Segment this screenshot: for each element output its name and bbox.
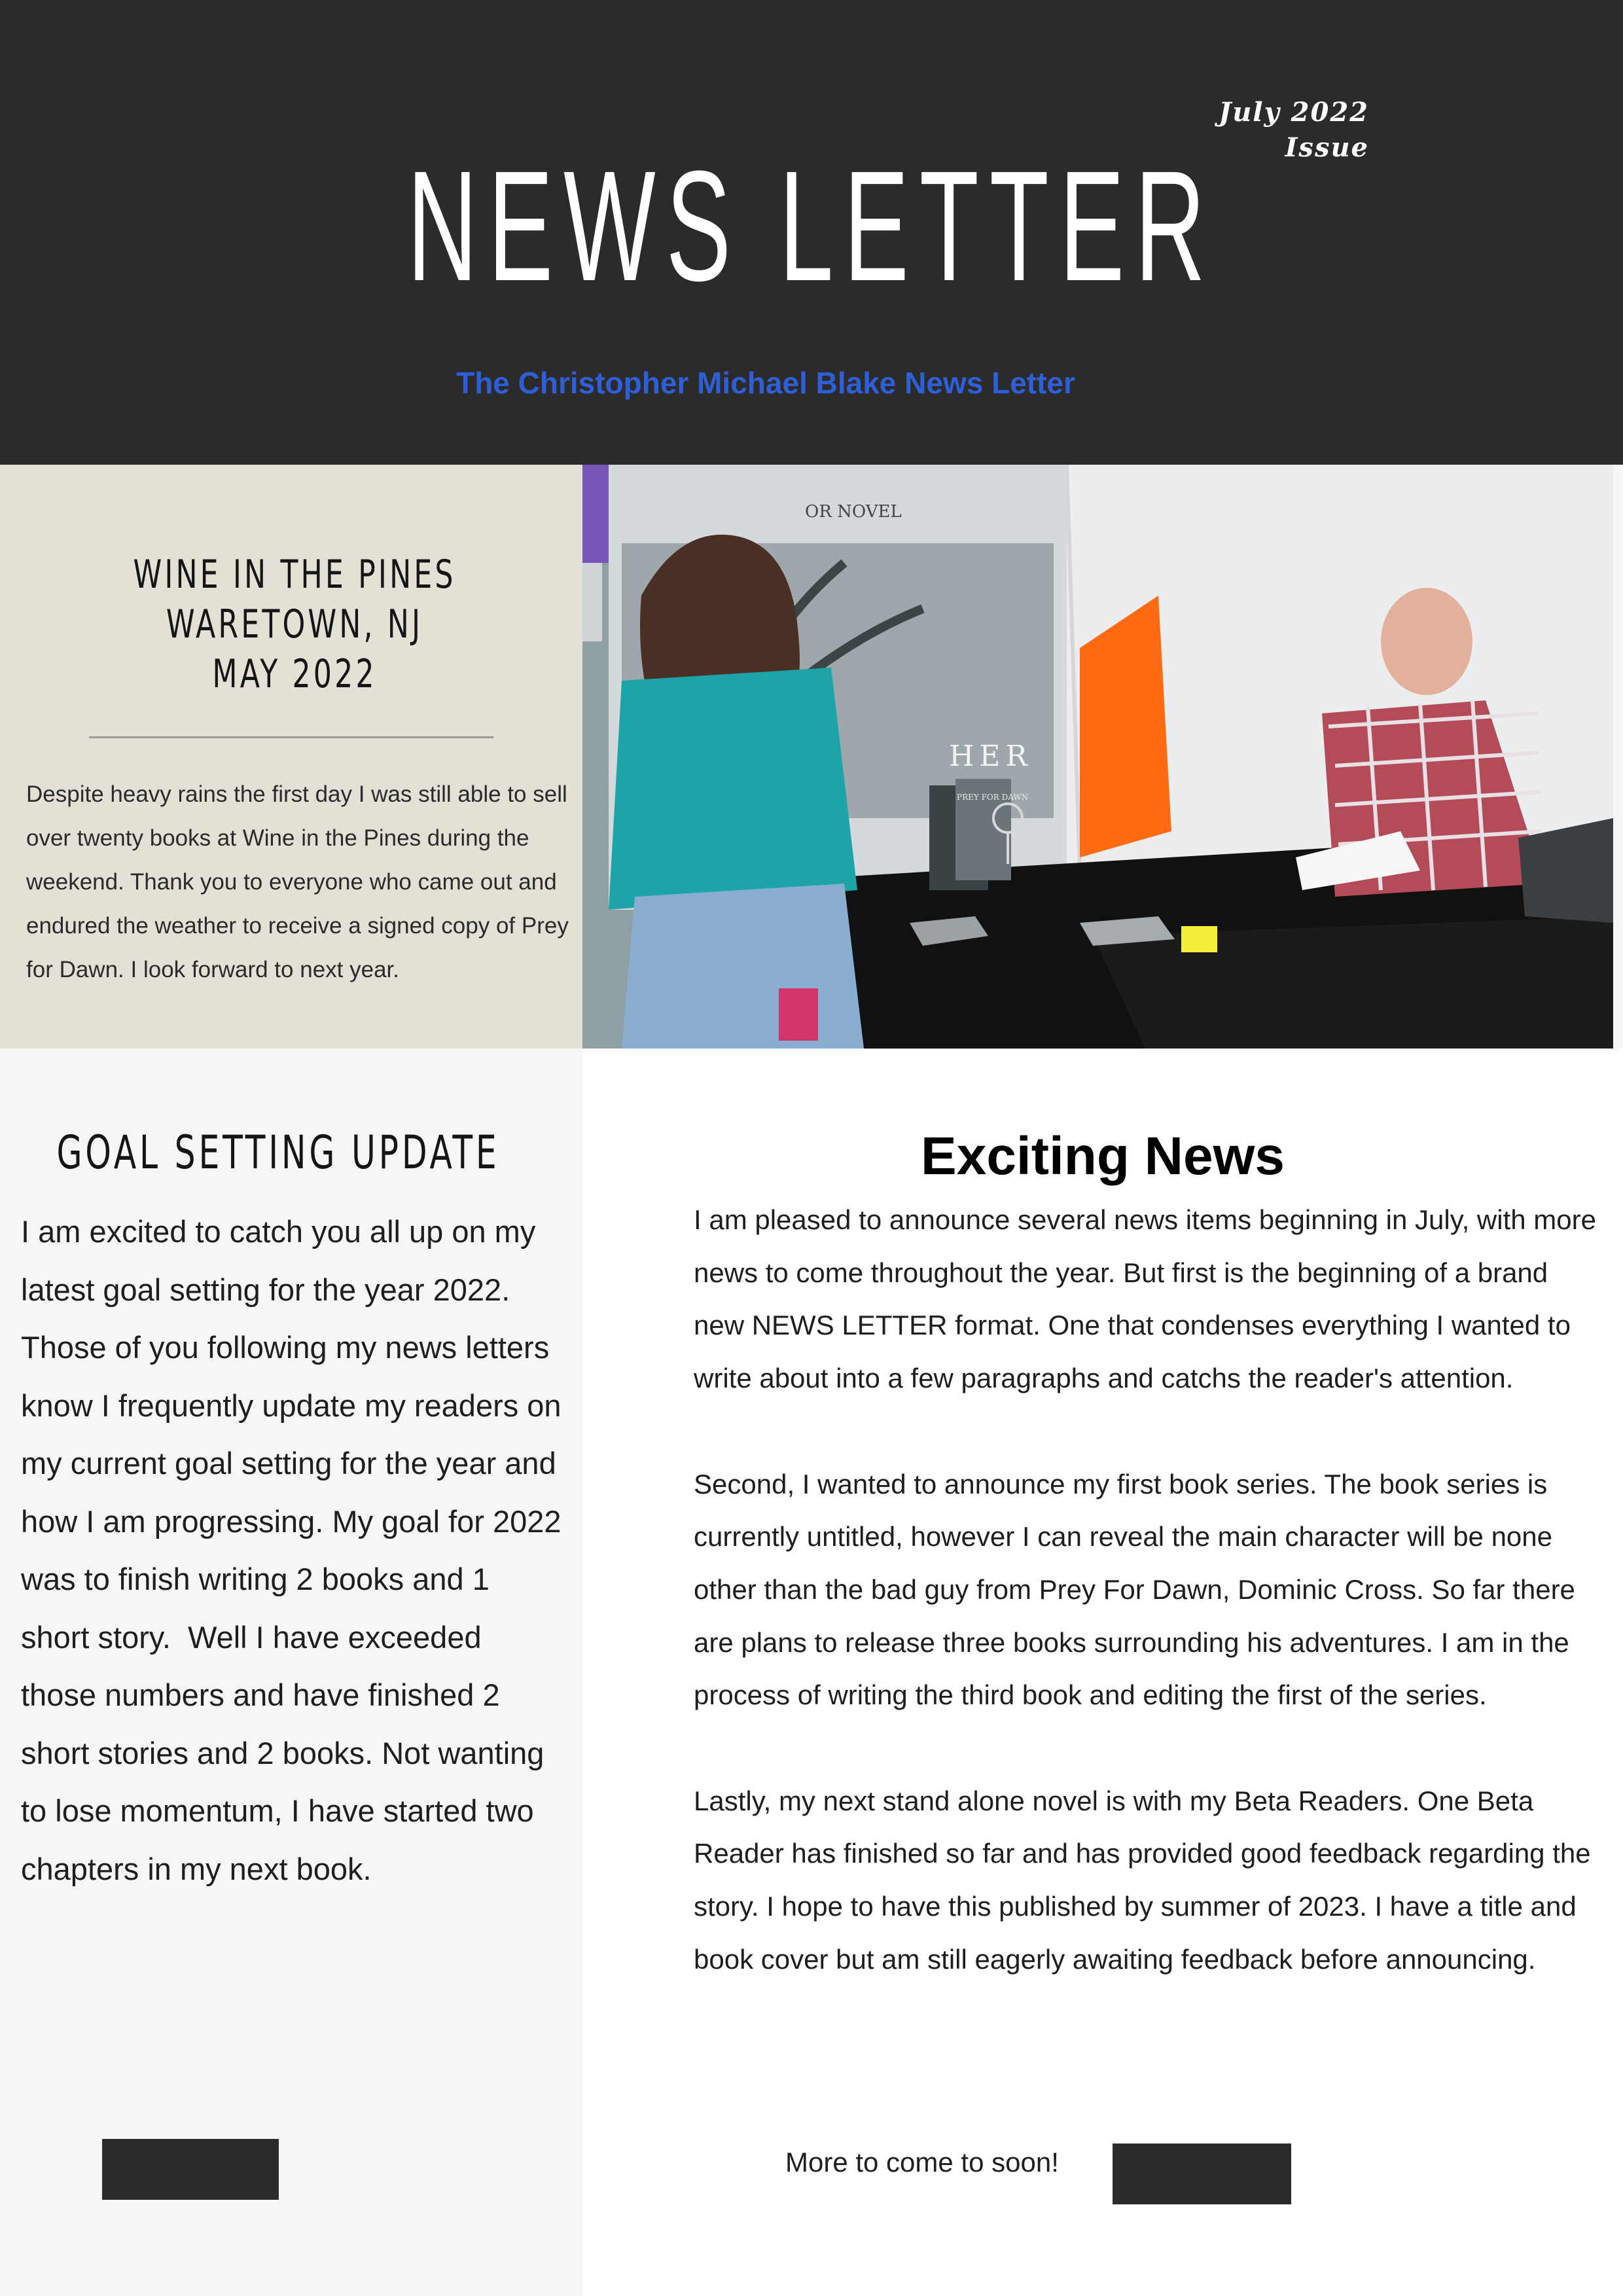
event-title [123, 550, 467, 699]
banner-text: OR NOVEL [805, 502, 902, 522]
book-signing-photo [582, 465, 1613, 1049]
news-paragraph: Second, I wanted to announce my first book series. The book series is currently untitled, however I can reveal the main character will be none other than the bad guy from Prey For Dawn, Dominic Cross. So far there are plans to release three books surrounding his adventures. I am in the process of writing the third book and editing the first of the series. [694, 1468, 1575, 1711]
event-date: MAY 2022 [212, 651, 377, 697]
news-paragraph: Lastly, my next stand alone novel is with my Beta Readers. One Beta Reader has finished so far and has provided good feedback regarding the story. I hope to have this published by summer of 2023. I have a title and book cover but am still eagerly awaiting feedback before announcing. [694, 1785, 1591, 1975]
event-description: Despite heavy rains the first day I was still able to sell over twenty books at Wine in the Pines during the weekend. Thank you to everyone who came out and endured the weather to receive a signed copy of Prey for Dawn. I look forward to next year. [26, 781, 569, 982]
masthead-title: NEWS LETTER [407, 138, 1216, 314]
news-heading: Exciting News [921, 1126, 1285, 1186]
redacted-block [1113, 2144, 1291, 2204]
issue-month: July 2022 [1219, 97, 1369, 128]
closing-line: More to come to soon! [785, 2147, 1059, 2178]
banner-letters: HER [949, 740, 1033, 773]
goal-heading: GOAL SETTING UPDATE [56, 1126, 500, 1179]
book-cover-title: PREY FOR DAWN [957, 793, 1029, 802]
divider [89, 736, 493, 738]
book-signing-illustration [582, 465, 1613, 1049]
news-paragraph: I am pleased to announce several news items beginning in July, with more news to come throughout the year. But first is the beginning of a brand new NEWS LETTER format. One that condenses everything I wanted to write about into a few paragraphs and catchs the reader's attention. [694, 1204, 1596, 1394]
event-name: WINE IN THE PINES [133, 552, 456, 598]
event-location: WARETOWN, NJ [166, 601, 423, 647]
redacted-block [102, 2139, 279, 2200]
event-panel [0, 465, 582, 1049]
newsletter-subtitle: The Christopher Michael Blake News Letter [456, 366, 1075, 400]
goal-setting-section [0, 1049, 582, 2296]
newsletter-header [0, 0, 1623, 465]
issue-label: Issue [1285, 132, 1369, 163]
goal-body: I am excited to catch you all up on my latest goal setting for the year 2022. Those of you following my news letters know I frequently update my readers on my current goal setting for the year and how I am progressing. My goal for 2022 was to finish writing 2 books and 1 short story. Well I have exceeded those numbers and have finished 2 short stories and 2 books. Not wanting to lose momentum, I have started two chapters in my next book. [21, 1214, 570, 1886]
news-body [694, 1194, 1597, 2039]
exciting-news-section [582, 1049, 1623, 2296]
